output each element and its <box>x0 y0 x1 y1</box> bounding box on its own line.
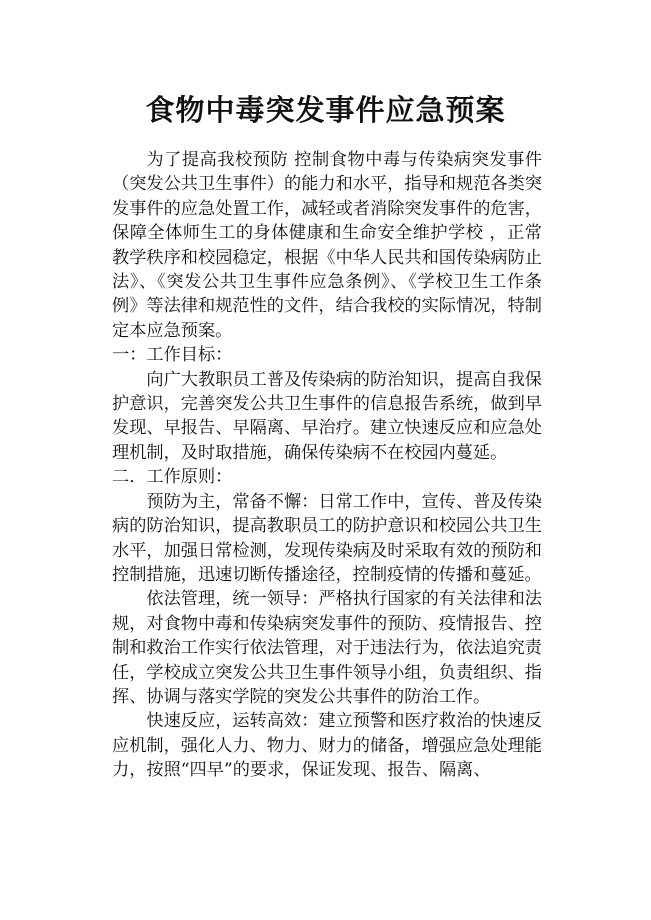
principle-prevention-paragraph: 预防为主，常备不懈：日常工作中，宣传、普及传染病的防治知识，提高教职员工的防护意识和校园公共卫生水平，加强日常检测，发现传染病及时采取有效的预防和控制措施，迅速切断传播途径，控制疫情的传播和蔓延。 <box>112 491 542 585</box>
document-title: 食物中毒突发事件应急预案 <box>145 93 506 127</box>
intro-paragraph: 为了提高我校预防 控制食物中毒与传染病突发事件（突发公共卫生事件）的能力和水平，指导和规范各类突发事件的应急处置工作，减轻或者消除突发事件的危害，保障全体师生工的身体健康和生命安全维护学校 ，正常教学秩序和校园稳定，根据《中华人民共和国传染病防止法》、《突发公共卫生事件应急条例》、《学校卫生工作条例》等法律和规范性的文件，结合我校的实际情况，特制定本应急预案。 <box>112 150 542 341</box>
work-goals-paragraph: 向广大教职员工普及传染病的防治知识，提高自我保护意识，完善突发公共卫生事件的信息报告系统，做到早发现、早报告、早隔离、早治疗。建立快速反应和应急处理机制，及时取措施，确保传染病不在校园内蔓延。 <box>112 369 542 463</box>
principle-rapid-response-paragraph: 快速反应，运转高效：建立预警和医疗救治的快速反应机制，强化人力、物力、财力的储备，增强应急处理能力，按照“四早”的要求，保证发现、报告、隔离、 <box>112 711 542 781</box>
principle-law-paragraph: 依法管理，统一领导：严格执行国家的有关法律和法规，对食物中毒和传染病突发事件的预防、疫情报告、控制和救治工作实行依法管理，对于违法行为，依法追究责任，学校成立突发公共卫生事件领导小组，负责组织、指挥、协调与落实学院的突发公共事件的防治工作。 <box>112 589 542 707</box>
document-body <box>112 148 542 783</box>
section-heading-work-goals: 一：工作目标： <box>112 345 233 366</box>
section-heading-work-principles: 二．工作原则： <box>112 467 233 488</box>
